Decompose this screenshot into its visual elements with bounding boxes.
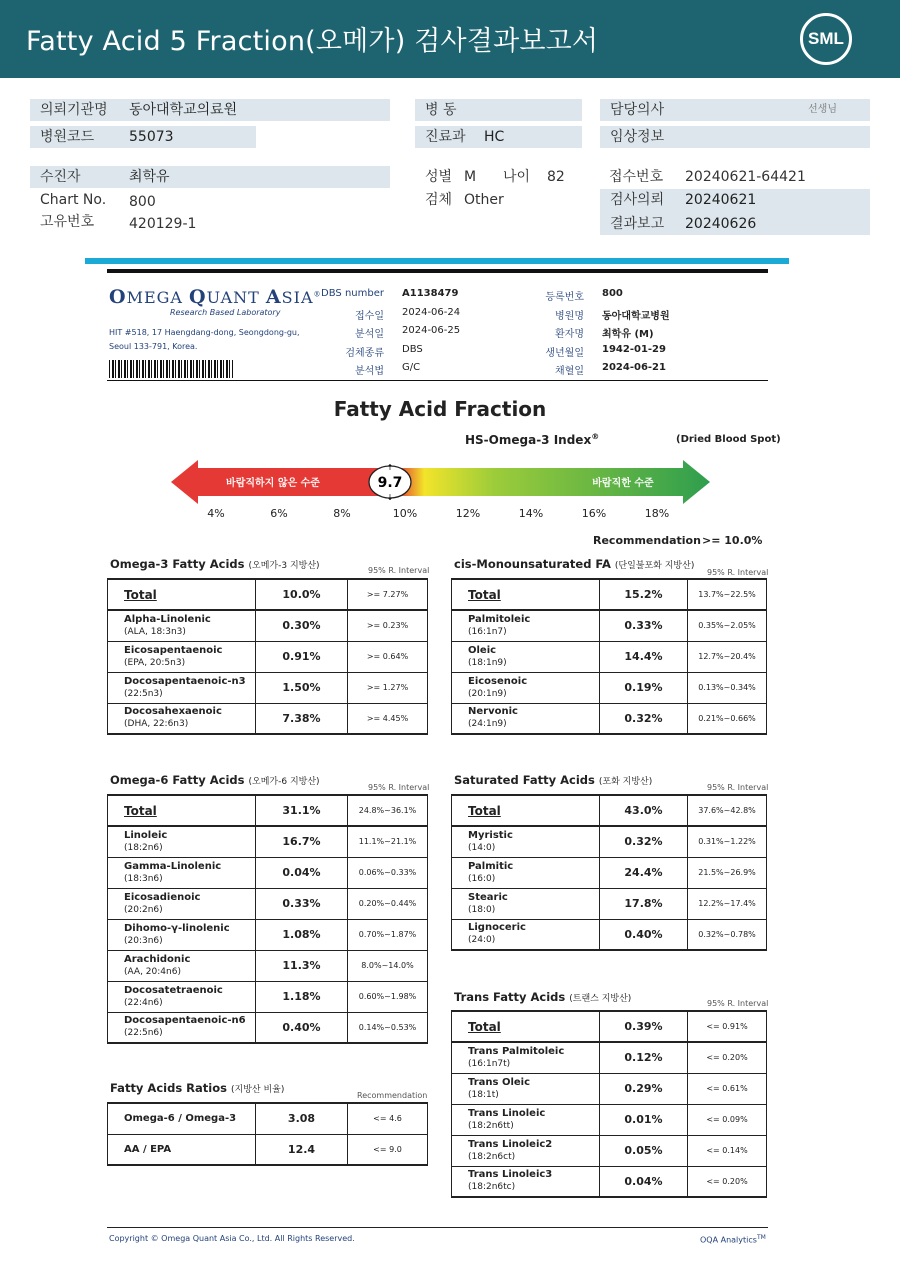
receipt-label: 접수번호 <box>609 169 664 185</box>
footer-rule <box>107 1227 768 1228</box>
row-name: Gamma-Linolenic <box>124 860 222 872</box>
hospital-code-label: 병원코드 <box>40 129 95 145</box>
table-row <box>452 672 767 703</box>
row-range: >= 7.27% <box>348 579 428 610</box>
row-sub: (14:0) <box>468 842 496 853</box>
gauge-tick-label: 18% <box>644 507 670 520</box>
table-row <box>108 610 428 641</box>
row-range: 0.60%~1.98% <box>348 981 428 1012</box>
row-sub: (ALA, 18:3n3) <box>124 626 186 637</box>
row-value: 1.18% <box>256 981 348 1012</box>
omega6-interval-label: 95% R. Interval <box>368 783 430 792</box>
omega3-interval-label: 95% R. Interval <box>368 566 430 575</box>
row-value: 24.4% <box>600 857 688 888</box>
table-row <box>108 888 428 919</box>
row-sub: (20:3n6) <box>124 935 163 946</box>
meta-value: 2024-06-25 <box>402 325 461 336</box>
row-sub: (16:0) <box>468 873 496 884</box>
row-sub: (22:4n6) <box>124 997 163 1008</box>
id-value: 420129-1 <box>129 216 197 232</box>
table-row <box>452 579 767 610</box>
row-name: Eicosadienoic <box>124 891 201 903</box>
row-name: Docosahexaenoic <box>124 706 222 718</box>
row-name-cell <box>452 610 600 641</box>
row-name: AA / EPA <box>124 1143 172 1155</box>
row-value: 3.08 <box>256 1103 348 1134</box>
row-sub: (18:2n6) <box>124 842 163 853</box>
row-name: Myristic <box>468 829 513 841</box>
row-value: 0.33% <box>600 610 688 641</box>
table-row <box>452 610 767 641</box>
table-row <box>108 579 428 610</box>
table-row <box>452 1042 767 1073</box>
row-value: 43.0% <box>600 795 688 826</box>
table-row <box>452 919 767 950</box>
gauge-bad-label: 바람직하지 않은 수준 <box>226 478 320 489</box>
table-row <box>452 703 767 734</box>
meta-label: 채혈일 <box>555 366 584 377</box>
row-range: 11.1%~21.1% <box>348 826 428 857</box>
row-value: 0.01% <box>600 1104 688 1135</box>
request-report-box <box>600 189 870 235</box>
row-range: <= 0.91% <box>688 1011 767 1042</box>
institution-value: 동아대학교의료원 <box>129 102 238 118</box>
saturated-section-title: Saturated Fatty Acids (포화 지방산) <box>454 773 653 787</box>
row-name: Eicosenoic <box>468 675 528 687</box>
table-row <box>108 703 428 734</box>
meta-label: 병원명 <box>555 310 584 322</box>
row-sub: (18:3n6) <box>124 873 163 884</box>
sml-logo: SML <box>800 13 852 65</box>
meta-label: 접수일 <box>355 310 384 322</box>
table-row <box>108 919 428 950</box>
name-row <box>30 166 390 188</box>
request-value: 20240621 <box>685 192 757 208</box>
row-name-cell <box>452 703 600 734</box>
row-range: 0.14%~0.53% <box>348 1012 428 1043</box>
gauge-tick-label: 14% <box>518 507 544 520</box>
row-value: 0.40% <box>600 919 688 950</box>
row-range: 24.8%~36.1% <box>348 795 428 826</box>
meta-value: 1942-01-29 <box>602 343 666 355</box>
row-name: Trans Palmitoleic <box>468 1045 565 1057</box>
row-sub: (18:1n9) <box>468 657 507 668</box>
doctor-row <box>600 99 870 121</box>
saturated-table <box>451 794 767 951</box>
header-bar <box>0 0 900 78</box>
row-sub: (DHA, 22:6n3) <box>124 719 189 730</box>
row-name: Eicosapentaenoic <box>124 644 223 656</box>
row-name: Palmitic <box>468 860 514 872</box>
row-sub: (22:5n6) <box>124 1028 163 1039</box>
fraction-title: Fatty Acid Fraction <box>333 397 547 421</box>
row-range: 12.2%~17.4% <box>688 888 767 919</box>
doctor-suffix: 선생님 <box>808 104 837 115</box>
row-sub: (20:1n9) <box>468 688 507 699</box>
recommendation-value: >= 10.0% <box>702 534 763 547</box>
report-label: 결과보고 <box>610 216 665 232</box>
omega3-table <box>107 578 428 735</box>
row-name-cell <box>108 703 256 734</box>
row-name: Alpha-Linolenic <box>124 613 211 625</box>
report-top-rule <box>107 269 768 273</box>
row-sub: (18:2n6ct) <box>468 1151 516 1162</box>
report-header-rule <box>107 380 768 381</box>
hospital-code-value: 55073 <box>129 129 174 145</box>
row-name: Docosatetraenoic <box>124 984 223 996</box>
row-name-cell <box>452 1104 600 1135</box>
row-name: Omega-6 / Omega-3 <box>124 1113 237 1125</box>
row-name: Dihomo-γ-linolenic <box>124 922 230 934</box>
ratios-recommendation-label: Recommendation <box>357 1091 428 1100</box>
specimen-note: (Dried Blood Spot) <box>676 434 781 445</box>
meta-value: 최학유 (M) <box>602 329 654 340</box>
doctor-label: 담당의사 <box>610 102 665 118</box>
row-range: >= 4.45% <box>348 703 428 734</box>
footer-brand: OQA Analytics™ <box>700 1234 766 1245</box>
row-name: Total <box>108 795 256 826</box>
table-row <box>452 1011 767 1042</box>
table-row <box>108 950 428 981</box>
row-range: 0.70%~1.87% <box>348 919 428 950</box>
table-row <box>452 888 767 919</box>
row-name: Oleic <box>468 644 497 656</box>
row-value: 0.19% <box>600 672 688 703</box>
row-range: 0.13%~0.34% <box>688 672 767 703</box>
row-name: Trans Linoleic2 <box>468 1138 553 1150</box>
meta-value: 2024-06-24 <box>402 306 461 318</box>
gauge-tick-label: 8% <box>333 507 351 520</box>
row-range: <= 0.14% <box>688 1135 767 1166</box>
institution-label: 의뢰기관명 <box>40 102 108 118</box>
row-name: Stearic <box>468 891 508 903</box>
divider-bar <box>85 258 789 264</box>
mono-interval-label: 95% R. Interval <box>707 568 769 577</box>
row-range: <= 4.6 <box>348 1103 428 1134</box>
gauge-tick-label: 12% <box>455 507 481 520</box>
row-value: 0.32% <box>600 826 688 857</box>
dept-value: HC <box>484 129 505 145</box>
meta-value: A1138479 <box>402 288 459 299</box>
trans-section-title: Trans Fatty Acids (트랜스 지방산) <box>454 990 632 1004</box>
meta-label: 생년월일 <box>545 347 584 359</box>
row-name-cell <box>108 826 256 857</box>
row-sub: (18:2n6tc) <box>468 1182 516 1193</box>
age-value: 82 <box>547 169 565 185</box>
row-name: Total <box>452 579 600 610</box>
omega6-table <box>107 794 428 1044</box>
meta-label: DBS number <box>321 288 384 299</box>
row-range: >= 0.23% <box>348 610 428 641</box>
chart-label: Chart No. <box>40 192 107 208</box>
meta-label: 등록번호 <box>545 292 584 303</box>
row-sub: (18:1t) <box>468 1089 499 1100</box>
trans-table <box>451 1010 767 1198</box>
gauge-tick-label: 10% <box>392 507 418 520</box>
specimen-label: 검체 <box>425 192 453 208</box>
row-range: 37.6%~42.8% <box>688 795 767 826</box>
row-name: Total <box>108 579 256 610</box>
row-value: 16.7% <box>256 826 348 857</box>
row-sub: (22:5n3) <box>124 688 163 699</box>
row-sub: (16:1n7) <box>468 626 507 637</box>
ratios-section-title: Fatty Acids Ratios (지방산 비율) <box>110 1081 285 1095</box>
row-sub: (20:2n6) <box>124 904 163 915</box>
row-value: 0.30% <box>256 610 348 641</box>
mono-section-title: cis-Monounsaturated FA (단일불포화 지방산) <box>454 557 695 571</box>
row-name: Palmitoleic <box>468 613 531 625</box>
report-title: Fatty Acid 5 Fraction(오메가) 검사결과보고서 <box>26 26 599 57</box>
institution-row <box>30 99 390 121</box>
row-name-cell <box>452 888 600 919</box>
meta-value: 2024-06-21 <box>602 362 666 373</box>
row-name-cell <box>452 1073 600 1104</box>
meta-label: 검체종류 <box>345 347 384 359</box>
row-name-cell <box>452 1166 600 1197</box>
row-value: 0.39% <box>600 1011 688 1042</box>
meta-value: DBS <box>402 343 423 355</box>
row-name: Total <box>452 795 600 826</box>
row-value: 0.33% <box>256 888 348 919</box>
gauge-tick-label: 16% <box>581 507 607 520</box>
row-range: <= 0.20% <box>688 1042 767 1073</box>
row-range: >= 1.27% <box>348 672 428 703</box>
meta-label: 분석법 <box>355 366 384 377</box>
row-range: <= 0.09% <box>688 1104 767 1135</box>
row-name: Total <box>452 1011 600 1042</box>
row-value: 0.04% <box>600 1166 688 1197</box>
sex-value: M <box>464 169 477 185</box>
row-range: 21.5%~26.9% <box>688 857 767 888</box>
row-name: Trans Oleic <box>468 1076 531 1088</box>
row-name: Trans Linoleic <box>468 1107 546 1119</box>
id-label: 고유번호 <box>40 214 95 230</box>
row-value: 7.38% <box>256 703 348 734</box>
copyright: Copyright © Omega Quant Asia Co., Ltd. All Rights Reserved. <box>109 1234 355 1243</box>
table-row <box>108 1012 428 1043</box>
row-name-cell <box>108 641 256 672</box>
lab-subtitle: Research Based Laboratory <box>170 308 281 317</box>
omega3-index-label: HS-Omega-3 Index® <box>465 432 600 447</box>
row-range: <= 0.20% <box>688 1166 767 1197</box>
table-row <box>108 641 428 672</box>
row-name: Arachidonic <box>124 953 191 965</box>
table-row <box>452 1073 767 1104</box>
meta-label: 분석일 <box>355 329 384 340</box>
row-name: Lignoceric <box>468 922 526 934</box>
clinical-label: 임상정보 <box>610 129 665 145</box>
gauge-tick-label: 6% <box>270 507 288 520</box>
row-value: 0.05% <box>600 1135 688 1166</box>
recommendation-label: Recommendation <box>593 534 701 547</box>
row-value: 0.29% <box>600 1073 688 1104</box>
table-row <box>452 641 767 672</box>
row-sub: (16:1n7t) <box>468 1058 511 1069</box>
row-range: <= 0.61% <box>688 1073 767 1104</box>
row-name-cell <box>452 641 600 672</box>
row-value: 15.2% <box>600 579 688 610</box>
row-range: 12.7%~20.4% <box>688 641 767 672</box>
row-range: 0.32%~0.78% <box>688 919 767 950</box>
omega3-index-gauge <box>168 456 713 508</box>
row-name-cell <box>108 610 256 641</box>
row-name-cell <box>452 826 600 857</box>
ratios-table <box>107 1102 428 1166</box>
table-row <box>108 857 428 888</box>
row-value: 1.08% <box>256 919 348 950</box>
row-value: 0.40% <box>256 1012 348 1043</box>
row-value: 17.8% <box>600 888 688 919</box>
name-label: 수진자 <box>40 169 81 185</box>
row-name: Trans Linoleic3 <box>468 1169 553 1181</box>
row-value: 14.4% <box>600 641 688 672</box>
table-row <box>108 1134 428 1165</box>
row-range: 8.0%~14.0% <box>348 950 428 981</box>
meta-value: 800 <box>602 288 623 299</box>
row-range: 0.35%~2.05% <box>688 610 767 641</box>
gauge-value: 9.7 <box>377 475 403 491</box>
omega6-section-title: Omega-6 Fatty Acids (오메가-6 지방산) <box>110 773 320 787</box>
row-name-cell <box>108 672 256 703</box>
row-value: 11.3% <box>256 950 348 981</box>
row-sub: (AA, 20:4n6) <box>124 966 181 977</box>
meta-value: G/C <box>402 362 421 373</box>
row-sub: (24:0) <box>468 935 496 946</box>
name-value: 최학유 <box>129 169 170 185</box>
omega3-section-title: Omega-3 Fatty Acids (오메가-3 지방산) <box>110 557 320 571</box>
row-name-cell <box>108 1103 256 1134</box>
table-row <box>108 981 428 1012</box>
table-row <box>108 826 428 857</box>
table-row <box>452 826 767 857</box>
table-row <box>108 1103 428 1134</box>
dept-row <box>415 126 582 148</box>
row-range: 0.21%~0.66% <box>688 703 767 734</box>
table-row <box>108 672 428 703</box>
trans-interval-label: 95% R. Interval <box>707 999 769 1008</box>
row-name: Nervonic <box>468 706 518 718</box>
row-name-cell <box>452 1042 600 1073</box>
omega-quant-asia-logo: OMEGA QUANT ASIA® <box>109 286 322 308</box>
meta-value: 동아대학교병원 <box>602 310 670 322</box>
table-row <box>452 1135 767 1166</box>
barcode <box>109 360 233 378</box>
row-value: 1.50% <box>256 672 348 703</box>
row-name-cell <box>108 1012 256 1043</box>
row-range: 0.06%~0.33% <box>348 857 428 888</box>
row-name-cell <box>452 672 600 703</box>
gauge-tick-label: 4% <box>207 507 225 520</box>
row-value: 31.1% <box>256 795 348 826</box>
dept-label: 진료과 <box>425 129 466 145</box>
saturated-interval-label: 95% R. Interval <box>707 783 769 792</box>
row-sub: (18:0) <box>468 904 496 915</box>
row-name: Docosapentaenoic-n6 <box>124 1015 246 1027</box>
table-row <box>452 857 767 888</box>
row-value: 0.32% <box>600 703 688 734</box>
row-name-cell <box>452 1135 600 1166</box>
row-sub: (EPA, 20:5n3) <box>124 657 186 668</box>
table-row <box>452 795 767 826</box>
row-range: >= 0.64% <box>348 641 428 672</box>
row-value: 10.0% <box>256 579 348 610</box>
receipt-value: 20240621-64421 <box>685 169 806 185</box>
row-range: <= 9.0 <box>348 1134 428 1165</box>
clinical-row <box>600 126 870 148</box>
specimen-value: Other <box>464 192 504 208</box>
row-range: 13.7%~22.5% <box>688 579 767 610</box>
ward-label: 병 동 <box>425 102 457 118</box>
table-row <box>108 795 428 826</box>
row-name-cell <box>452 919 600 950</box>
row-name-cell <box>108 919 256 950</box>
ward-row <box>415 99 582 121</box>
row-range: 0.20%~0.44% <box>348 888 428 919</box>
gauge-good-label: 바람직한 수준 <box>592 478 654 489</box>
mono-table <box>451 578 767 735</box>
row-name-cell <box>108 1134 256 1165</box>
row-range: 0.31%~1.22% <box>688 826 767 857</box>
hospital-code-row <box>30 126 256 148</box>
row-value: 0.04% <box>256 857 348 888</box>
table-row <box>452 1166 767 1197</box>
meta-label: 환자명 <box>555 329 584 340</box>
sex-label: 성별 <box>425 169 453 185</box>
row-name-cell <box>108 888 256 919</box>
row-sub: (24:1n9) <box>468 719 507 730</box>
lab-address: HIT #518, 17 Haengdang-dong, Seongdong-gu, Seoul 133-791, Korea. <box>109 328 300 351</box>
row-name-cell <box>452 857 600 888</box>
svg-text:↓: ↓ <box>386 493 394 502</box>
row-sub: (18:2n6tt) <box>468 1120 514 1131</box>
report-value: 20240626 <box>685 216 757 232</box>
chart-value: 800 <box>129 194 156 210</box>
row-name-cell <box>108 950 256 981</box>
table-row <box>452 1104 767 1135</box>
row-name: Docosapentaenoic-n3 <box>124 675 246 687</box>
row-name-cell <box>108 857 256 888</box>
row-name: Linoleic <box>124 829 168 841</box>
row-value: 0.12% <box>600 1042 688 1073</box>
row-value: 0.91% <box>256 641 348 672</box>
request-label: 검사의뢰 <box>610 192 665 208</box>
age-label: 나이 <box>503 169 531 185</box>
row-value: 12.4 <box>256 1134 348 1165</box>
row-name-cell <box>108 981 256 1012</box>
svg-text:↑: ↑ <box>386 463 394 472</box>
